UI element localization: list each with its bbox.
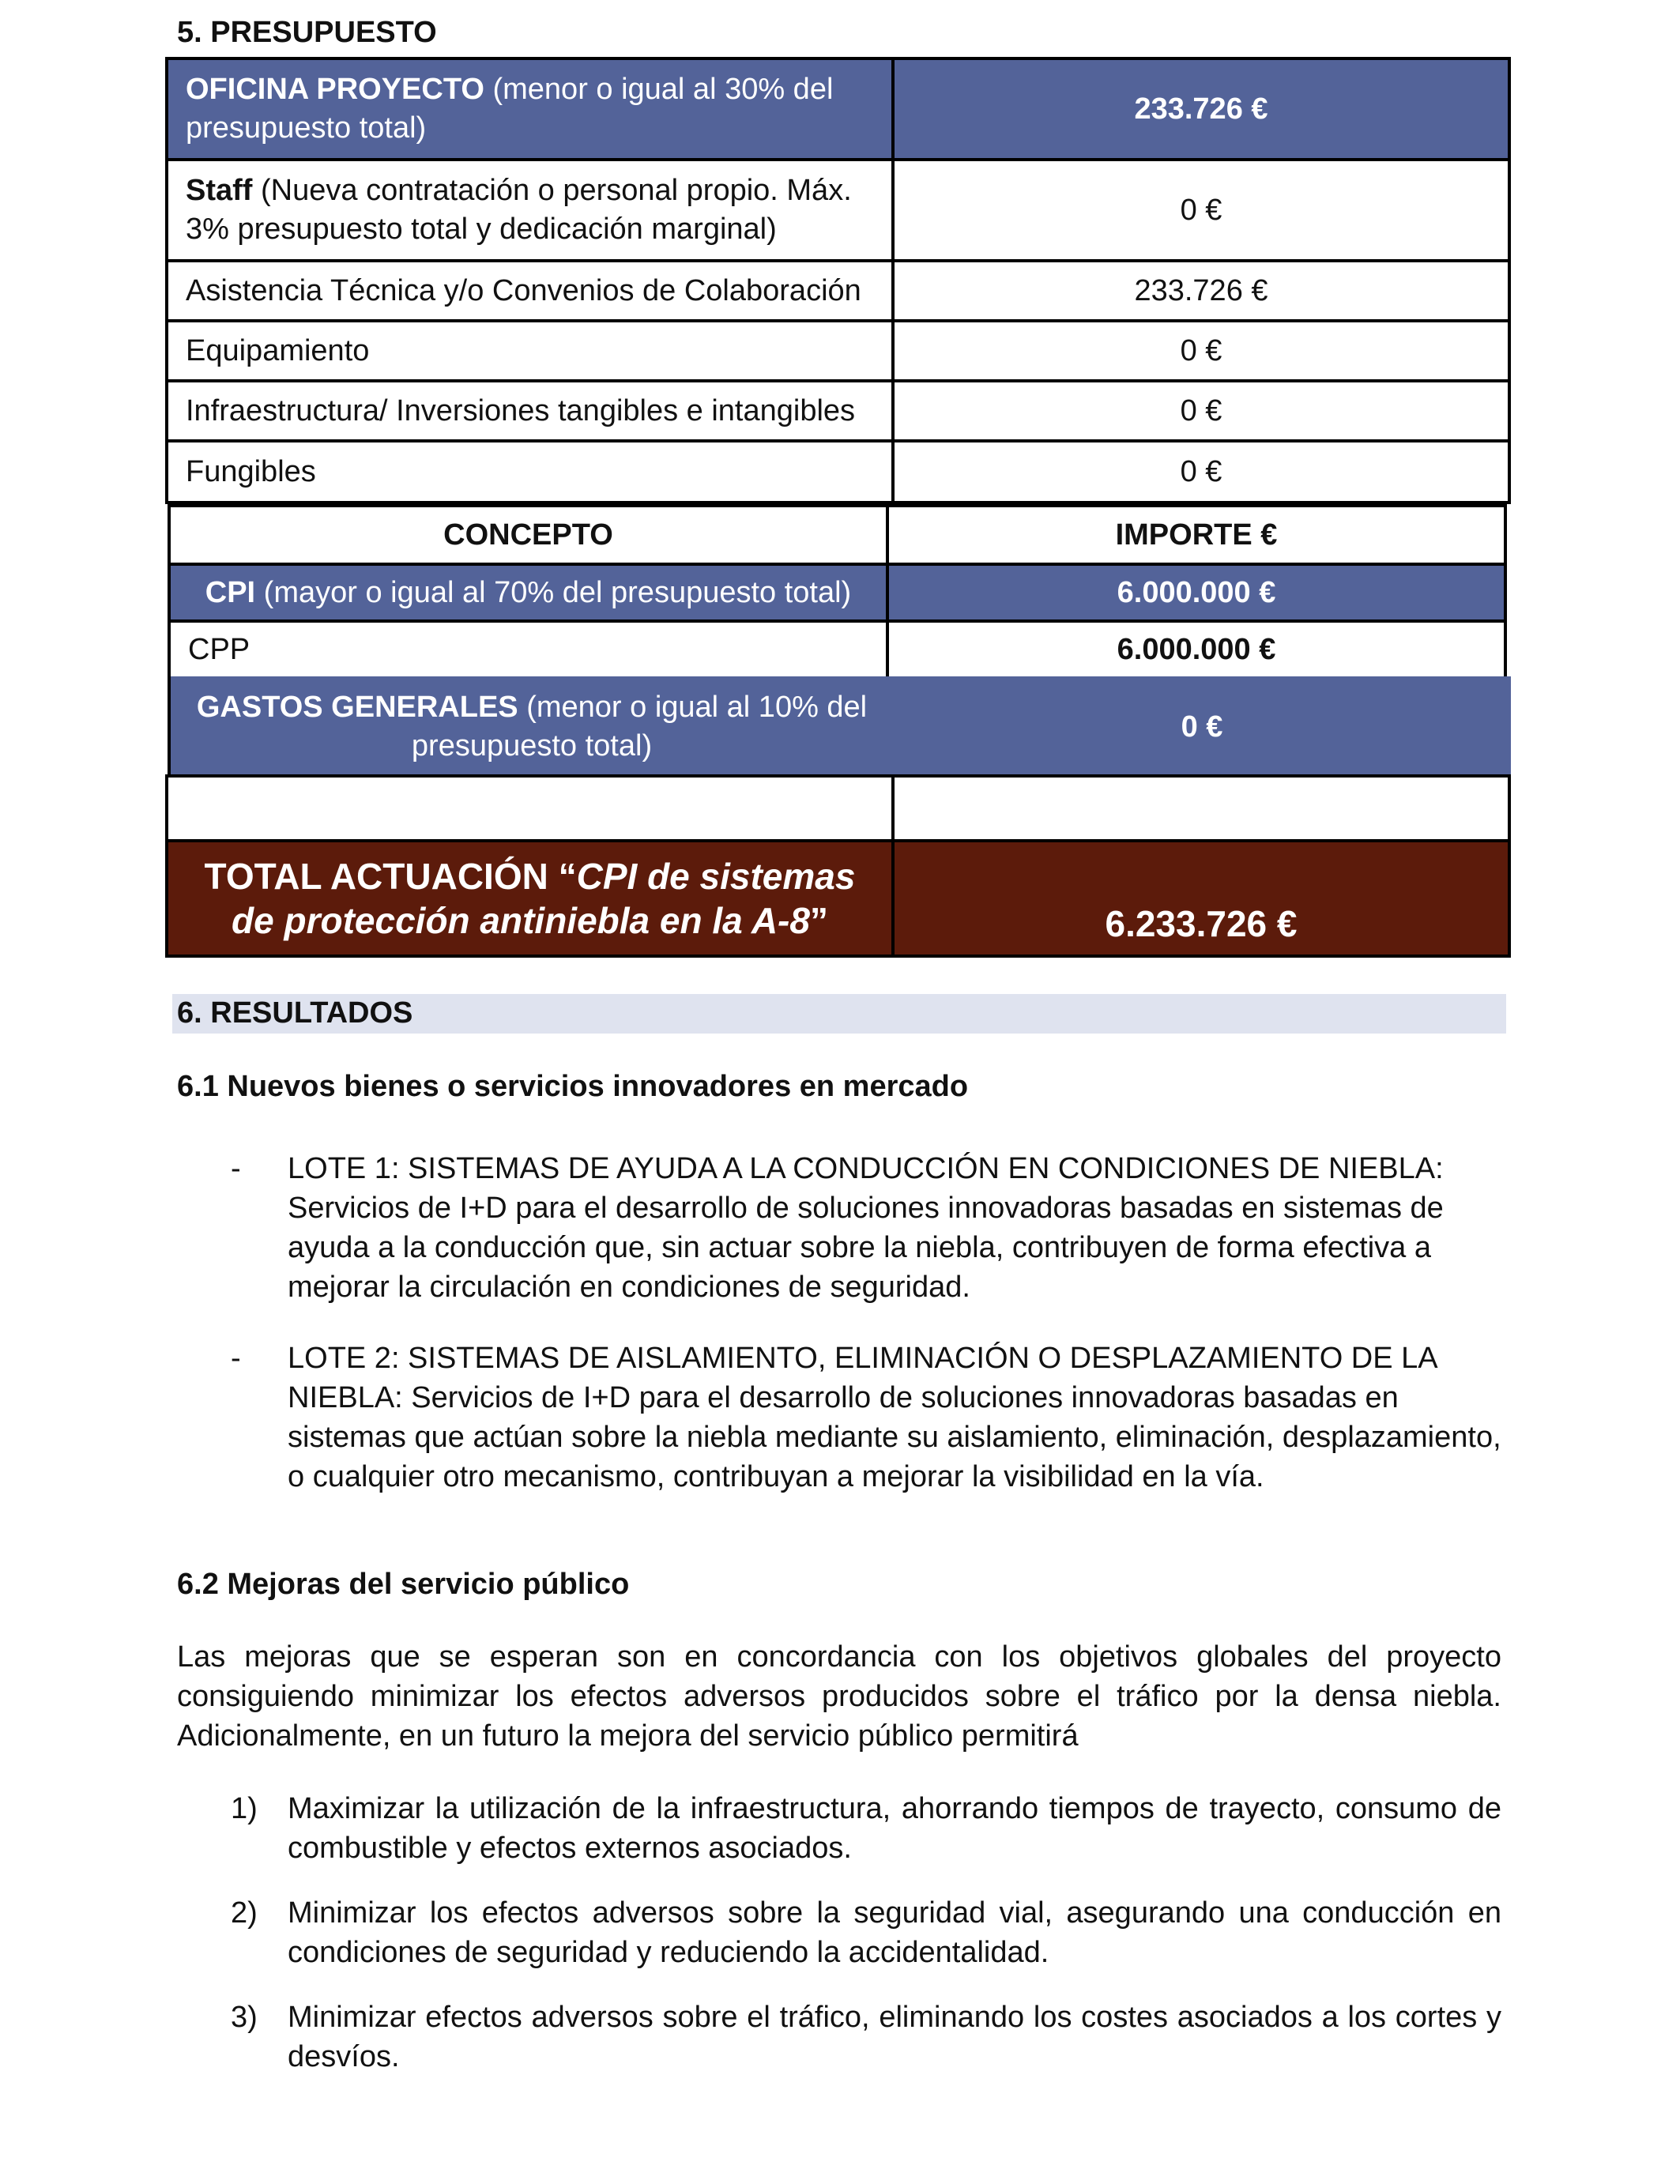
row-label-equipamiento: Equipamiento — [165, 319, 895, 382]
total-value: 6.233.726 € — [891, 839, 1511, 958]
mejora-item-1-text: Maximizar la utilización de la infraestructura, ahorrando tiempos de trayecto, consumo de combustible y efectos externos asociados. — [288, 1792, 1501, 1865]
number-marker: 2) — [231, 1896, 258, 1930]
lote-1-item — [231, 1149, 1501, 1307]
row-label-gastos-generales — [168, 676, 893, 778]
row-label-infraestructura: Infraestructura/ Inversiones tangibles e intangibles — [165, 379, 895, 442]
staff-label-bold: Staff — [186, 174, 253, 207]
row-label-asistencia: Asistencia Técnica y/o Convenios de Colaboración — [165, 259, 895, 322]
total-title-italic: CPI de sistemas de protección antiniebla en la A-8 — [232, 856, 856, 941]
row-value-staff: 0 € — [891, 158, 1511, 262]
total-label — [165, 839, 895, 958]
section-5-heading: 5. PRESUPUESTO — [177, 16, 437, 49]
empty-cell-left — [165, 774, 895, 841]
row-value-oficina: 233.726 € — [891, 57, 1511, 161]
mejoras-paragraph: Las mejoras que se esperan son en concordancia con los objetivos globales del proyecto consiguiendo minimizar los efectos adversos producidos sobre el tráfico por la densa niebla. Adicionalmente, en un futuro la mejora del servicio público permitirá — [177, 1640, 1501, 1753]
row-label-staff — [165, 158, 895, 262]
number-marker: 3) — [231, 2001, 258, 2034]
oficina-label-note: (menor o igual al 30% del presupuesto total) — [186, 73, 834, 145]
lote-1-text: LOTE 1: SISTEMAS DE AYUDA A LA CONDUCCIÓN EN CONDICIONES DE NIEBLA: Servicios de I+D para el desarrollo de soluciones innovadoras basadas en sistemas de ayuda a la conducción que, sin actuar sobre la niebla, contribuyen de forma efectiva a mejorar la circulación en condiciones de seguridad. — [288, 1152, 1444, 1304]
mejora-item-1 — [231, 1789, 1501, 1868]
empty-cell-right — [891, 774, 1511, 841]
row-value-cpp: 6.000.000 € — [886, 619, 1507, 680]
row-label-cpp: CPP — [168, 619, 889, 680]
cpi-label-bold: CPI — [205, 575, 256, 609]
mejora-item-3-text: Minimizar efectos adversos sobre el tráfico, eliminando los costes asociados a los cortes y desvíos. — [288, 2001, 1501, 2073]
lote-2-text: LOTE 2: SISTEMAS DE AISLAMIENTO, ELIMINACIÓN O DESPLAZAMIENTO DE LA NIEBLA: Servicios de I+D para el desarrollo de soluciones innovadoras basadas en sistemas que actúan sobre la niebla mediante su aislamiento, eliminación, desplazamiento, o cualquier otro mecanismo, contribuyan a mejorar la visibilidad en la vía. — [288, 1342, 1501, 1493]
cpi-label-note: (mayor o igual al 70% del presupuesto total) — [255, 575, 852, 609]
subsection-6-1-heading: 6.1 Nuevos bienes o servicios innovadores en mercado — [177, 1070, 969, 1103]
lote-2-item — [231, 1339, 1501, 1536]
mejora-item-3 — [231, 1998, 1501, 2077]
header-importe: IMPORTE € — [886, 504, 1507, 566]
row-value-asistencia: 233.726 € — [891, 259, 1511, 322]
row-value-cpi: 6.000.000 € — [886, 563, 1507, 623]
mejoras-paragraph-block — [177, 1637, 1501, 1756]
row-value-equipamiento: 0 € — [891, 319, 1511, 382]
row-label-cpi — [168, 563, 889, 623]
mejora-item-2-text: Minimizar los efectos adversos sobre la seguridad vial, asegurando una conducción en condiciones de seguridad y reduciendo la accidentalidad. — [288, 1896, 1501, 1969]
row-label-fungibles: Fungibles — [165, 439, 895, 504]
gg-label-bold: GASTOS GENERALES — [196, 691, 518, 724]
mejora-item-2 — [231, 1893, 1501, 1972]
staff-label-note: (Nueva contratación o personal propio. Máx. 3% presupuesto total y dedicación marginal) — [186, 174, 852, 246]
total-suffix: ” — [809, 900, 828, 941]
row-value-fungibles: 0 € — [891, 439, 1511, 504]
header-concepto: CONCEPTO — [168, 504, 889, 566]
dash-marker: - — [231, 1342, 241, 1375]
dash-marker: - — [231, 1152, 241, 1185]
section-6-heading: 6. RESULTADOS — [177, 996, 413, 1030]
gg-label-note: (menor o igual al 10% del presupuesto total) — [411, 691, 868, 763]
total-prefix: TOTAL ACTUACIÓN “ — [204, 856, 577, 897]
oficina-label-bold: OFICINA PROYECTO — [186, 73, 484, 106]
row-value-gastos-generales: 0 € — [893, 676, 1511, 778]
number-marker: 1) — [231, 1792, 258, 1825]
row-value-infraestructura: 0 € — [891, 379, 1511, 442]
row-label-oficina — [165, 57, 895, 161]
subsection-6-2-heading: 6.2 Mejoras del servicio público — [177, 1568, 630, 1601]
